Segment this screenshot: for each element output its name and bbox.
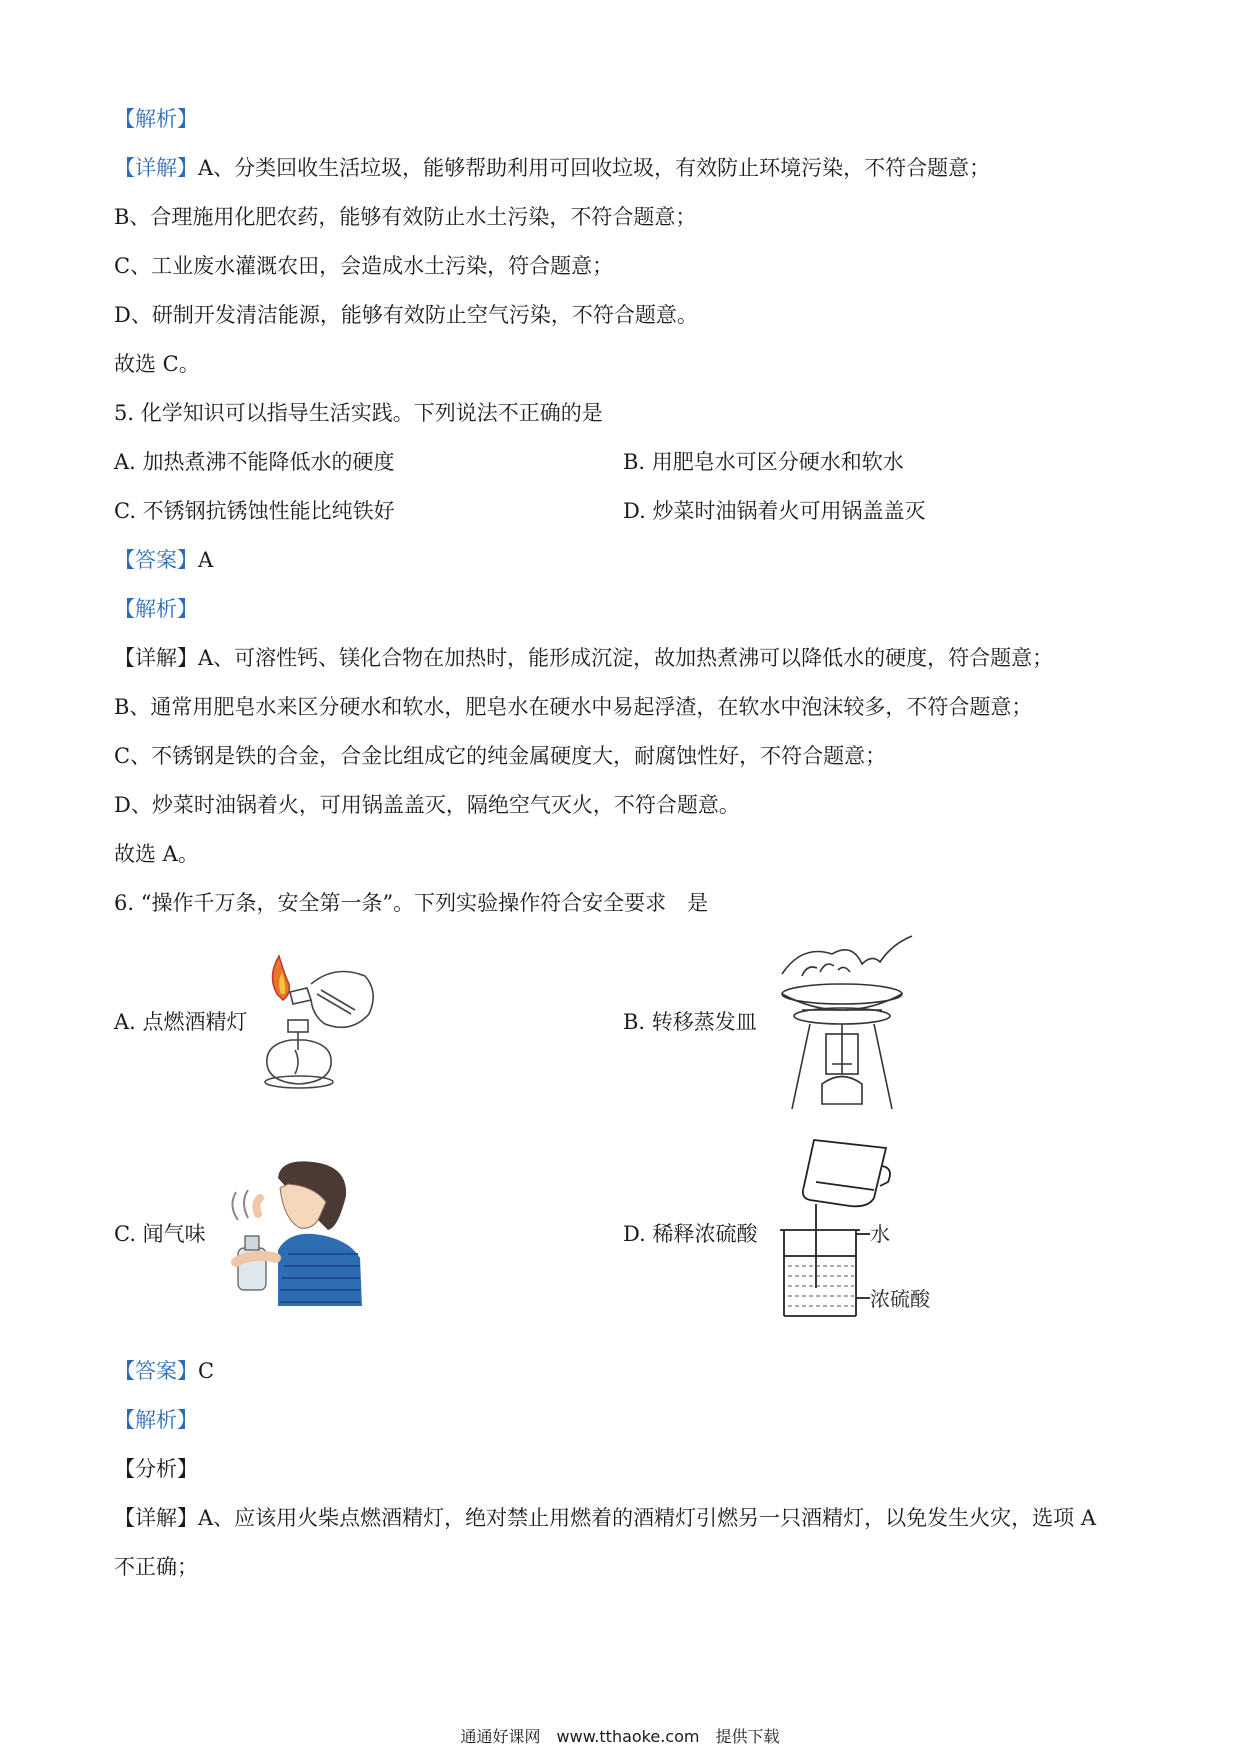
detail-text: A、可溶性钙、镁化合物在加热时，能形成沉淀，故加热煮沸可以降低水的硬度，符合题意； [198,646,1054,670]
q6-analysis: 【解析】 [114,1408,198,1432]
detail-text: A、分类回收生活垃圾，能够帮助利用可回收垃圾，有效防止环境污染，不符合题意； [198,156,991,180]
detail-tag: 【详解】 [114,1506,198,1530]
analysis-heading: 【解析】 [114,107,198,131]
answer-value: A [198,548,214,572]
dilution-figure [770,1138,970,1318]
detail-tag: 【详解】 [114,156,198,180]
q6-option-b: B. 转移蒸发皿 [623,1010,757,1034]
q5-detail-d: D、炒菜时油锅着火，可用锅盖盖灭，隔绝空气灭火，不符合题意。 [114,793,740,817]
detail-line-c: C、工业废水灌溉农田，会造成水土污染，符合题意； [114,254,614,278]
detail-line-d: D、研制开发清洁能源，能够有效防止空气污染，不符合题意。 [114,303,698,327]
q5-detail-c: C、不锈钢是铁的合金，合金比组成它的纯金属硬度大，耐腐蚀性好，不符合题意； [114,744,887,768]
detail-tag: 【详解】 [114,646,198,670]
q6-detail-a [114,1503,1096,1533]
smelling-figure [218,1158,368,1308]
answer-tag: 【答案】 [114,548,198,572]
q5-option-a: A. 加热煮沸不能降低水的硬度 [114,450,395,474]
evaporating-dish-figure [762,934,922,1114]
detail-line-b: B、合理施用化肥农药，能够有效防止水土污染，不符合题意； [114,205,697,229]
acid-label: 浓硫酸 [870,1287,930,1311]
q6-fenxi: 【分析】 [114,1457,198,1481]
q5-choose: 故选 A。 [114,842,199,866]
choose-line: 故选 C。 [114,352,200,376]
q6-answer [114,1356,214,1386]
q6-detail-a-cont: 不正确； [114,1555,198,1579]
detail-line-a [114,153,990,183]
answer-value: C [198,1359,215,1383]
q5-stem: 5. 化学知识可以指导生活实践。下列说法不正确的是 [114,401,603,425]
q6-option-a: A. 点燃酒精灯 [114,1010,248,1034]
answer-tag: 【答案】 [114,1359,198,1383]
q5-option-c: C. 不锈钢抗锈蚀性能比纯铁好 [114,499,395,523]
footer-source: 通通好课网 www.tthaoke.com 提供下载 [460,1727,780,1746]
water-label: 水 [870,1222,890,1246]
q5-option-b: B. 用肥皂水可区分硬水和软水 [623,450,904,474]
q6-option-c: C. 闻气味 [114,1222,206,1246]
q5-analysis: 【解析】 [114,597,198,621]
q5-option-d: D. 炒菜时油锅着火可用锅盖盖灭 [623,499,926,523]
detail-text: A、应该用火柴点燃酒精灯，绝对禁止用燃着的酒精灯引燃另一只酒精灯，以免发生火灾，选项 A [198,1506,1097,1530]
alcohol-lamp-figure [255,954,385,1094]
q5-answer [114,545,213,575]
q6-stem: 6. “操作千万条，安全第一条”。下列实验操作符合安全要求 是 [114,891,709,915]
q5-detail-b: B、通常用肥皂水来区分硬水和软水，肥皂水在硬水中易起浮渣，在软水中泡沫较多，不符合题意； [114,695,1033,719]
q5-detail-a [114,643,1053,673]
q6-option-d: D. 稀释浓硫酸 [623,1222,758,1246]
